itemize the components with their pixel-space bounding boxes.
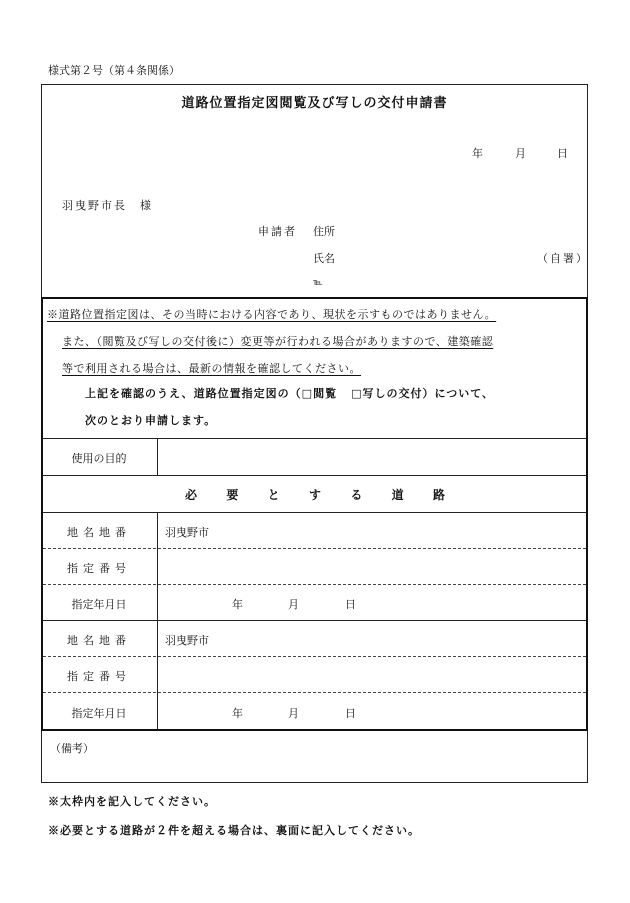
divider — [43, 512, 586, 513]
confirm-line-2: 次のとおり申請します。 — [85, 414, 217, 427]
road-header-char: 路 — [432, 488, 445, 502]
column-divider — [157, 512, 158, 729]
divider — [43, 584, 586, 585]
divider — [43, 692, 586, 693]
road-header-char: と — [267, 488, 280, 502]
road-header-char: 必 — [185, 488, 198, 502]
name-label: 氏名 — [313, 252, 335, 265]
road2-date-month[interactable]: 月 — [288, 707, 299, 720]
date-month-label: 月 — [515, 147, 526, 160]
confirm-line-1 — [85, 385, 494, 401]
divider — [43, 620, 586, 621]
road-header-char: 要 — [226, 488, 239, 502]
road1-date-month[interactable]: 月 — [288, 598, 299, 611]
road-section-header — [185, 486, 445, 503]
form-title: 道路位置指定図閲覧及び写しの交付申請書 — [181, 96, 448, 111]
date-year-label: 年 — [472, 147, 483, 160]
notice-line-1: ※道路位置指定図は、その当時における内容であり、現状を示すものではありません。 — [47, 308, 497, 321]
addressee: 羽曳野市長 様 — [62, 199, 153, 212]
road1-date-day[interactable]: 日 — [345, 598, 356, 611]
divider — [43, 475, 586, 476]
signature-note: （自署） — [537, 252, 589, 265]
form-number: 様式第２号（第４条関係） — [48, 64, 180, 77]
road2-date-year[interactable]: 年 — [232, 707, 243, 720]
road-header-char: す — [308, 488, 321, 502]
copy-option-label: 写しの交付 — [362, 387, 423, 400]
road2-number-label: 指定番号 — [67, 670, 131, 683]
date-day-label: 日 — [557, 147, 568, 160]
confirm-prefix: 上記を確認のうえ、道路位置指定図の（ — [85, 387, 302, 400]
copy-checkbox[interactable]: □ — [351, 387, 363, 400]
road-header-char: る — [350, 488, 363, 502]
road2-date-label: 指定年月日 — [71, 707, 127, 720]
footnote-2: ※必要とする道路が２件を超える場合は、裏面に記入してください。 — [48, 824, 420, 837]
view-checkbox[interactable]: □ — [301, 387, 314, 400]
applicant-label: 申請者 — [258, 225, 297, 238]
road1-date-year[interactable]: 年 — [232, 598, 243, 611]
road-header-char: 道 — [391, 488, 404, 502]
remarks-label: （備考） — [50, 742, 94, 755]
purpose-label: 使用の目的 — [71, 452, 127, 465]
road1-number-label: 指定番号 — [67, 562, 131, 575]
road1-number-input[interactable] — [158, 549, 586, 583]
road1-date-label: 指定年月日 — [71, 598, 127, 611]
notice-line-2: また、（閲覧及び写しの交付後に）変更等が行われる場合がありますので、建築確認 — [62, 335, 494, 348]
road1-address-label: 地名地番 — [67, 526, 131, 539]
view-option-label: 閲覧 — [313, 387, 338, 400]
address-label: 住所 — [313, 225, 335, 238]
remarks-input[interactable] — [43, 733, 586, 781]
road1-address-value[interactable]: 羽曳野市 — [165, 526, 209, 539]
footnote-1: ※太枠内を記入してください。 — [48, 795, 216, 808]
road2-number-input[interactable] — [158, 657, 586, 691]
road2-date-day[interactable]: 日 — [345, 707, 356, 720]
tel-label: ℡ — [313, 278, 323, 288]
purpose-input[interactable] — [158, 439, 586, 474]
road2-address-value[interactable]: 羽曳野市 — [165, 634, 209, 647]
confirm-suffix: ）について、 — [422, 387, 495, 400]
notice-line-3: 等で利用される場合は、最新の情報を確認してください。 — [62, 362, 361, 375]
road2-address-label: 地名地番 — [67, 634, 131, 647]
